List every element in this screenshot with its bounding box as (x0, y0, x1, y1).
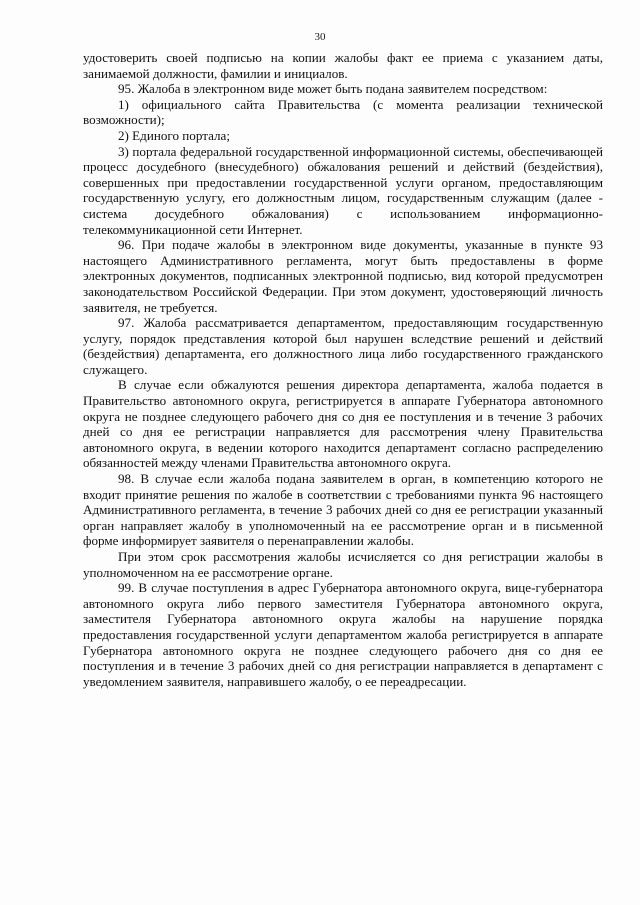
paragraph-95-item-2: 2) Единого портала; (118, 127, 230, 143)
paragraph-98: 98. В случае если жалоба подана заявителем в орган, в компетенцию которого не входит принятие решения по жалобе в соответствии с требованиями пункта 96 настоящего Административного регламента, в течение 3 рабочих дней со дня ее регистрации указанный орган направляет жалобу в уполномоченный на ее рассмотрение орган и в письменной форме информирует заявителя о перенаправлении жалобы. (83, 471, 603, 549)
paragraph-95-item-3: 3) портала федеральной государственной информационной системы, обеспечивающей процесс досудебного (внесудебного) обжалования решений и действий (бездействия), совершенных при предоставлении государственной услуги органом, предоставляющим государственную услугу, его должностным лицом, государственным служащим (далее - система досудебного обжалования) с использованием информационно-телекоммуникационной сети Интернет. (83, 143, 603, 237)
paragraph-97: 97. Жалоба рассматривается департаментом, предоставляющим государственную услугу, порядок представления которой был нарушен вследствие решений и действий (бездействия) департамента, его должностного лица либо государственного гражданского служащего. (83, 315, 603, 377)
paragraph-95-item-1: 1) официального сайта Правительства (с момента реализации технической возможности); (83, 96, 603, 128)
document-body (83, 50, 603, 689)
paragraph-99: 99. В случае поступления в адрес Губернатора автономного округа, вице-губернатора автономного округа либо первого заместителя Губернатора автономного округа, заместителя Губернатора автономного округа жалобы на нарушение порядка предоставления государственной услуги департаментом жалоба регистрируется в аппарате Губернатора автономного округа не позднее следующего рабочего дня со дня ее поступления и в течение 3 рабочих дней со дня регистрации направляется в департамент с уведомлением заявителя, направившего жалобу, о ее переадресации. (83, 580, 603, 689)
page-number: 30 (314, 31, 326, 43)
paragraph-97-continuation: В случае если обжалуются решения директора департамента, жалоба подается в Правительство автономного округа, регистрируется в аппарате Губернатора автономного округа не позднее следующего рабочего дня со дня ее поступления и в течение 3 рабочих дней со дня ее регистрации направляется для рассмотрения члену Правительства автономного округа, в ведении которого находится департамент согласно распределению обязанностей между членами Правительства автономного округа. (83, 377, 603, 471)
paragraph-continuation: удостоверить своей подписью на копии жалобы факт ее приема с указанием даты, занимаемой должности, фамилии и инициалов. (83, 50, 603, 81)
paragraph-98-continuation: При этом срок рассмотрения жалобы исчисляется со дня регистрации жалобы в уполномоченном на ее рассмотрение органе. (83, 549, 603, 580)
paragraph-96: 96. При подаче жалобы в электронном виде документы, указанные в пункте 93 настоящего Административного регламента, могут быть предоставлены в форме электронных документов, подписанных электронной подписью, вид которой предусмотрен законодательством Российской Федерации. При этом документ, удостоверяющий личность заявителя, не требуется. (83, 237, 603, 315)
paragraph-95: 95. Жалоба в электронном виде может быть подана заявителем посредством: (118, 81, 548, 97)
